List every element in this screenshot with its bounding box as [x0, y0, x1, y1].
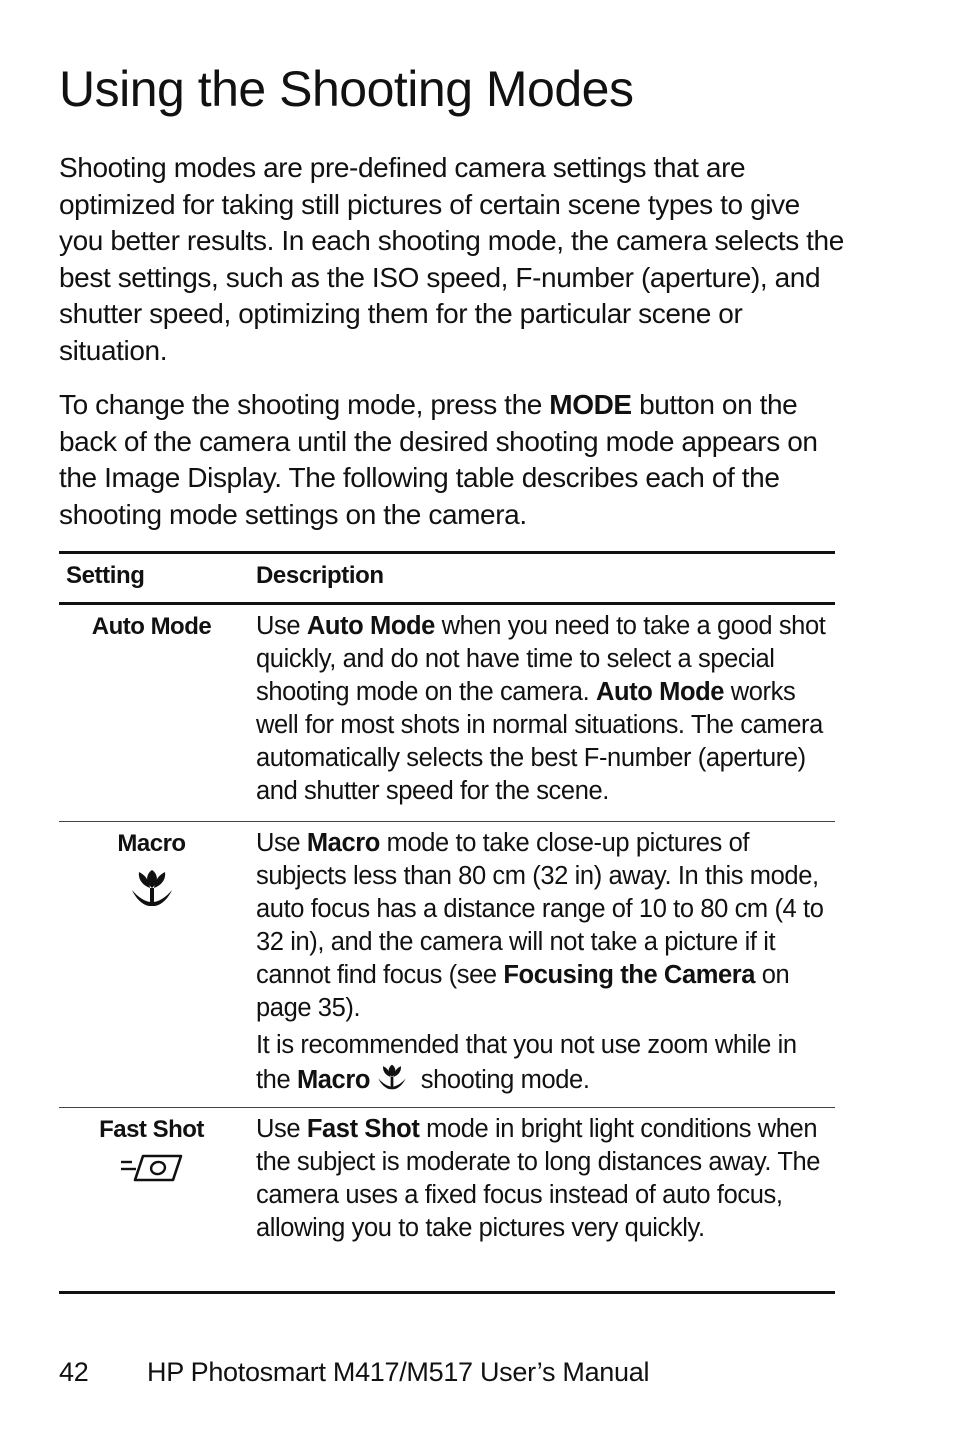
setting-macro: Macro	[59, 822, 244, 1107]
manual-title: HP Photosmart M417/M517 User’s Manual	[147, 1357, 650, 1387]
table-row-macro	[59, 822, 835, 1107]
description-macro: Use Macro mode to take close-up pictures of subjects less than 80 cm (32 in) away. In this mode, auto focus has a distance range of 10 to 80 cm (4 to 32 in), and the camera will not take a picture if it cannot find focus (see Focusing the Camera on page 35). It is recommended that you not use zoom while in the Macro shooting mode.	[256, 829, 824, 1094]
macro-flower-icon-inline	[376, 1062, 408, 1092]
header-setting: Setting	[66, 562, 145, 589]
setting-auto-mode: Auto Mode	[91, 613, 212, 640]
intro-paragraph: Shooting modes are pre-defined camera settings that are optimized for taking still pictures of certain scene types to give you better results. In each shooting mode, the camera selects the best settings, such as the ISO speed, F-number (aperture), and shutter speed, optimizing them for the particular scene or situation.	[59, 152, 844, 366]
macro-flower-icon	[129, 866, 175, 910]
table-row-fast-shot	[59, 1108, 835, 1291]
page-footer	[59, 1357, 649, 1388]
setting-fast-shot: Fast Shot	[59, 1108, 244, 1291]
header-description: Description	[256, 562, 384, 589]
table-header-row	[59, 554, 835, 602]
mode-button-name: MODE	[549, 389, 632, 420]
shooting-modes-table	[59, 551, 835, 1294]
fast-shot-camera-icon	[119, 1152, 185, 1184]
page-title: Using the Shooting Modes	[59, 61, 634, 117]
description-auto-mode: Use Auto Mode when you need to take a good shot quickly, and do not have time to select a special shooting mode on the camera. Auto Mode works well for most shots in normal situations. The camera automatically selects the best F-number (aperture) and shutter speed for the scene.	[256, 612, 826, 805]
page-number: 42	[59, 1357, 89, 1387]
instructions-paragraph: To change the shooting mode, press the MODE button on the back of the camera until the desired shooting mode appears on the Image Display. The following table describes each of the shooting mode settings on the camera.	[59, 389, 818, 530]
table-bottom-rule	[59, 1291, 835, 1294]
table-row-auto-mode	[59, 605, 835, 821]
description-fast-shot: Use Fast Shot mode in bright light conditions when the subject is moderate to long distances away. The camera uses a fixed focus instead of auto focus, allowing you to take pictures very quickly.	[256, 1115, 821, 1242]
